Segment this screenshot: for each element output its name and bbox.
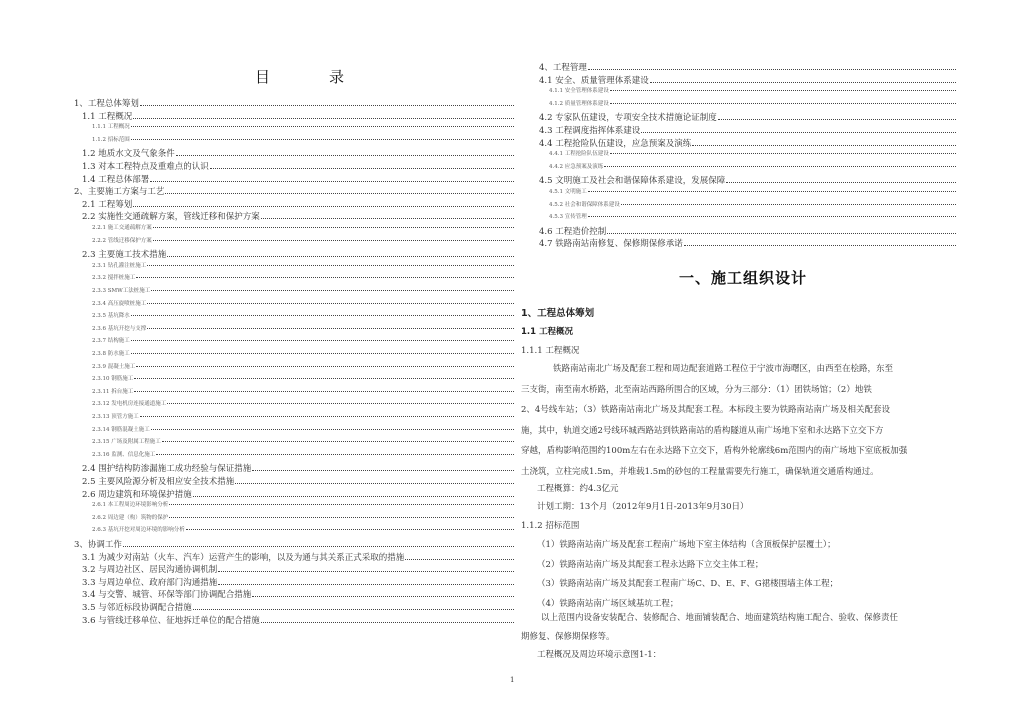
toc-leader-dots [726,181,956,183]
toc-entry-text: 2.6 周边建筑和环境保护措施 [82,489,192,500]
paragraph-line: 施，其中，轨道交通2号线环城西路站到铁路南站的盾构隧道从南广场地下室和永达路下立交下方 [521,425,884,436]
toc-leader-dots [610,152,956,154]
toc-leader-dots [252,469,514,471]
toc-entry-text: 4.3 工程调度指挥体系建设 [539,126,641,136]
toc-entry-text: 4.4 工程抢险队伍建设，应急预案及演练 [539,138,692,149]
toc-leader-dots [131,339,514,341]
toc-leader-dots [610,102,956,104]
toc-entry[interactable] [549,162,956,170]
toc-leader-dots [131,314,514,316]
toc-entry[interactable] [92,362,514,370]
toc-entry[interactable] [549,149,956,157]
toc-leader-dots [210,167,514,169]
toc-leader-dots [134,377,514,379]
toc-leader-dots [123,545,514,547]
toc-entry-text: 3.2 与周边社区、居民沟通协调机制 [82,565,218,576]
toc-entry[interactable] [539,237,956,249]
paragraph-line: 铁路南站南北广场及配套工程和周边配套道路工程位于宁波市海曙区，由西至在桧路，东至 [553,364,894,374]
toc-entry[interactable] [92,311,514,319]
paragraph-line: 穿越，盾构影响范围约100m左右在永达路下立交下，盾构外轮廓线6m范围内的南广场地下室底板加强 [521,446,908,456]
toc-entry[interactable] [82,588,514,600]
toc-leader-dots [718,118,956,120]
paragraph-line: （4）铁路南站南广场区域基坑工程； [537,598,679,609]
toc-entry[interactable] [92,412,514,420]
toc-entry[interactable] [539,174,956,186]
toc-entry[interactable] [92,273,514,281]
toc-leader-dots [156,453,514,455]
toc-leader-dots [133,117,514,119]
toc-entry-text: 2.3.14 钢筋混凝土施工 [92,426,150,433]
toc-entry-text: 1.1.2 招标范围 [92,136,130,143]
toc-entry-text: 2.3.12 发电机房连接通道施工 [92,401,167,408]
toc-leader-dots [186,528,514,530]
toc-entry[interactable] [82,601,514,613]
toc-entry[interactable] [82,576,514,588]
toc-leader-dots [147,327,514,329]
toc-entry-text: 2.2.1 施工交通疏解方案 [92,225,152,231]
toc-entry[interactable] [82,210,514,222]
toc-leader-dots [134,390,514,392]
toc-leader-dots [153,226,514,228]
toc-entry-text: 2.4 围护结构防渗漏施工成功经验与保证措施 [82,464,252,475]
paragraph-line: （2）铁路南站南广场及其配套工程永达路下立交主体工程； [537,559,764,570]
chapter-title: 一、施工组织设计 [679,269,808,287]
toc-entry-text: 4.5 文明施工及社会和谐保障体系建设，发展保障 [539,176,726,187]
toc-leader-dots [131,125,514,127]
toc-entry-text: 2.3.8 防水施工 [92,351,130,357]
toc-leader-dots [167,402,514,404]
toc-leader-dots [684,244,956,246]
toc-entry-text: 2.3.2 搅拌桩施工 [92,275,136,282]
period-line: 计划工期：13个月（2012年9月1日-2013年9月30日） [537,502,749,512]
toc-leader-dots [133,205,514,207]
toc-entry-text: 1.3 对本工程特点及重难点的认识 [82,162,209,172]
toc-entry[interactable] [92,513,514,521]
toc-entry-text: 4.1.1 安全管理体系建设 [549,88,609,95]
toc-leader-dots [588,68,956,70]
toc-entry[interactable] [539,74,956,86]
toc-entry-text: 4.2 专家队伍建设，专项安全技术措施论证制度 [539,113,717,124]
toc-entry-text: 2.3.1 钻孔灌注桩施工 [92,262,147,269]
toc-entry-text: 3、协调工作 [74,540,122,550]
toc-entry[interactable] [82,475,514,487]
toc-entry[interactable] [82,462,514,474]
paragraph-line: 2、4号线车站；（3）铁路南站南北广场及其配套工程。本标段主要为铁路南站南广场及相关配套设 [521,405,890,415]
toc-entry-text: 4.4.2 应急预案及演练 [549,163,604,170]
toc-entry-text: 4.1 安全、质量管理体系建设 [539,75,649,86]
toc-entry-text: 2.6.3 基坑开挖对周边环境的影响分析 [92,527,185,534]
toc-entry-text: 2.3.4 高压旋喷桩施工 [92,300,147,307]
toc-leader-dots [136,276,514,278]
toc-entry[interactable] [82,551,514,563]
toc-entry-text: 4、工程管理 [539,63,587,73]
toc-entry[interactable] [92,299,514,307]
toc-entry[interactable] [92,261,514,269]
toc-entry-text: 1.1 工程概况 [82,111,133,122]
toc-entry-text: 3.1 为减少对南站（火车、汽车）运营产生的影响，以及为通与其关系正式采取的措施 [82,552,405,563]
toc-leader-dots [162,440,514,442]
toc-entry[interactable] [82,614,514,626]
toc-entry[interactable] [92,425,514,433]
toc-entry-text: 4.5.3 宣传管理 [549,214,587,221]
paragraph-line: 期修复、保修期保修等。 [521,632,615,642]
toc-entry[interactable] [92,135,514,143]
paragraph-line: 土浇筑，立柱完成1.5m，并堆载1.5m的砂包的工程量需要先行施工，确保轨道交通盾构通过。 [521,466,879,477]
toc-leader-dots [692,144,956,146]
toc-entry[interactable] [82,160,514,172]
toc-entry-text: 3.3 与周边单位、政府部门沟通措施 [82,577,218,588]
toc-leader-dots [610,89,956,91]
toc-leader-dots [218,583,514,585]
toc-entry[interactable] [92,437,514,445]
toc-entry[interactable] [549,187,956,195]
toc-entry-text: 2.6.1 本工程周边环境影响分析 [92,502,169,509]
toc-leader-dots [140,415,514,417]
toc-entry-text: 2.2 实施性交通疏解方案，管线迁移和保护方案 [82,212,260,223]
toc-leader-dots [405,558,514,560]
toc-entry-text: 2.3.5 基坑降水 [92,313,130,320]
toc-entry-text: 2.3 主要施工技术措施 [82,250,167,261]
toc-leader-dots [650,81,956,83]
toc-entry[interactable] [549,99,956,107]
toc-entry[interactable] [92,336,514,344]
toc-entry[interactable] [92,236,514,244]
toc-leader-dots [136,365,514,367]
toc-leader-dots [131,352,514,354]
toc-entry[interactable] [82,488,514,500]
toc-entry-text: 2.3.6 基坑开挖与支撑 [92,325,147,332]
toc-entry[interactable] [74,97,514,109]
toc-entry-text: 2.3.10 钢筋施工 [92,376,134,383]
toc-entry[interactable] [92,286,514,294]
subsubsection-heading-1-1-1: 1.1.1 工程概况 [521,346,580,356]
toc-entry[interactable] [82,110,514,122]
toc-entry-text: 1.1.1 工程概况 [92,124,130,131]
toc-entry[interactable] [92,223,514,231]
toc-entry-text: 2.3.11 拆台施工 [92,388,134,395]
toc-leader-dots [588,215,956,217]
paragraph-line: 以上范围内设备安装配合、装修配合、地面铺装配合、地面建筑结构施工配合、验收、保修责任 [541,613,899,623]
toc-entry-text: 4.4.1 工程抢险队伍建设 [549,151,609,158]
toc-entry[interactable] [82,173,514,185]
paragraph-line: （1）铁路南站南广场及配套工程南广场地下室主体结构（含顶板保护层覆土）； [537,540,836,550]
toc-entry[interactable] [74,185,514,197]
toc-entry-text: 2.6.2 周边建（构）筑物的保护 [92,514,169,521]
toc-entry-text: 4.5.1 文明施工 [549,189,587,195]
toc-entry[interactable] [92,525,514,533]
toc-leader-dots [261,217,514,219]
toc-leader-dots [218,570,514,572]
toc-entry[interactable] [549,212,956,220]
toc-entry-text: 2.3.15 广场及附属工程施工 [92,439,161,446]
toc-leader-dots [151,428,514,430]
toc-entry-text: 2.2.2 管线迁移保护方案 [92,237,152,244]
toc-leader-dots [131,138,514,140]
toc-entry-text: 1.2 地质水文及气象条件 [82,149,175,160]
toc-entry[interactable] [539,137,956,149]
toc-leader-dots [140,104,514,106]
toc-entry[interactable] [92,500,514,508]
toc-entry-text: 1.4 工程总体部署 [82,174,150,185]
toc-leader-dots [151,289,514,291]
toc-entry-text: 2.3.13 顶管方施工 [92,414,139,420]
toc-title: 目 录 [255,68,367,86]
cost-line: 工程概算：约4.3亿元 [537,484,619,494]
toc-leader-dots [176,154,514,156]
section-heading: 1、工程总体筹划 [521,308,595,319]
toc-entry[interactable] [92,324,514,332]
toc-leader-dots [621,203,956,205]
toc-entry-text: 2.1 工程筹划 [82,199,133,210]
toc-entry-text: 2.5 主要风险源分析及相应安全技术措施 [82,477,235,487]
toc-leader-dots [641,131,956,133]
toc-entry[interactable] [539,225,956,237]
toc-entry-text: 2.3.9 混凝土施工 [92,363,136,370]
toc-entry[interactable] [549,200,956,208]
toc-entry[interactable] [74,538,514,550]
toc-leader-dots [165,192,514,194]
toc-entry[interactable] [82,147,514,159]
toc-entry-text: 3.4 与交警、城管、环保等部门协调配合措施 [82,590,252,601]
toc-entry-text: 2.3.3 SMW工法桩施工 [92,288,151,294]
figure-caption: 工程概况及周边环境示意图1-1： [537,650,662,660]
subsubsection-heading-1-1-2: 1.1.2 招标范围 [521,521,580,531]
toc-leader-dots [147,302,514,304]
toc-entry-text: 1、工程总体筹划 [74,99,139,109]
toc-entry-text: 4.5.2 社会和谐保障体系建设 [549,201,620,208]
toc-entry[interactable] [82,563,514,575]
toc-leader-dots [169,516,514,518]
toc-entry-text: 4.6 工程造价控制 [539,226,607,237]
toc-entry[interactable] [92,399,514,407]
subsection-heading: 1.1 工程概况 [521,327,574,337]
toc-entry[interactable] [549,86,956,94]
toc-entry[interactable] [82,198,514,210]
toc-entry-text: 2.3.7 结构施工 [92,338,130,345]
toc-leader-dots [261,621,514,623]
toc-entry[interactable] [92,374,514,382]
toc-entry-text: 2、主要施工方案与工艺 [74,187,165,198]
toc-leader-dots [588,190,956,192]
toc-leader-dots [150,180,514,182]
paragraph-line: （3）铁路南站南广场及其配套工程南广场C、D、E、F、G裙楼围墙主体工程； [537,579,839,589]
page-number: 1 [510,676,515,684]
toc-leader-dots [252,595,514,597]
toc-leader-dots [235,482,514,484]
toc-leader-dots [147,264,514,266]
toc-entry[interactable] [82,248,514,260]
toc-entry[interactable] [539,124,956,136]
toc-entry-text: 4.1.2 质量管理体系建设 [549,100,609,107]
toc-leader-dots [193,608,514,610]
toc-entry[interactable] [92,450,514,458]
toc-entry[interactable] [539,111,956,123]
toc-entry[interactable] [92,349,514,357]
toc-leader-dots [167,255,514,257]
toc-leader-dots [607,232,956,234]
toc-entry-text: 4.7 铁路南站南修复、保修期保修承诺 [539,239,683,250]
toc-entry-text: 2.3.16 监测、信息化施工 [92,451,156,458]
paragraph-line: 三支街，南至南水桥路，北至南站西路所围合的区域，分为三部分：（1）团铁场馆；（2）地铁 [521,384,872,395]
toc-entry[interactable] [92,122,514,130]
toc-entry-text: 3.5 与邻近标段协调配合措施 [82,603,192,613]
toc-leader-dots [153,239,514,241]
toc-entry[interactable] [92,387,514,395]
toc-leader-dots [193,495,514,497]
toc-entry[interactable] [539,61,956,73]
toc-leader-dots [604,165,956,167]
toc-entry-text: 3.6 与管线迁移单位、征地拆迁单位的配合措施 [82,615,260,626]
toc-leader-dots [169,503,514,505]
